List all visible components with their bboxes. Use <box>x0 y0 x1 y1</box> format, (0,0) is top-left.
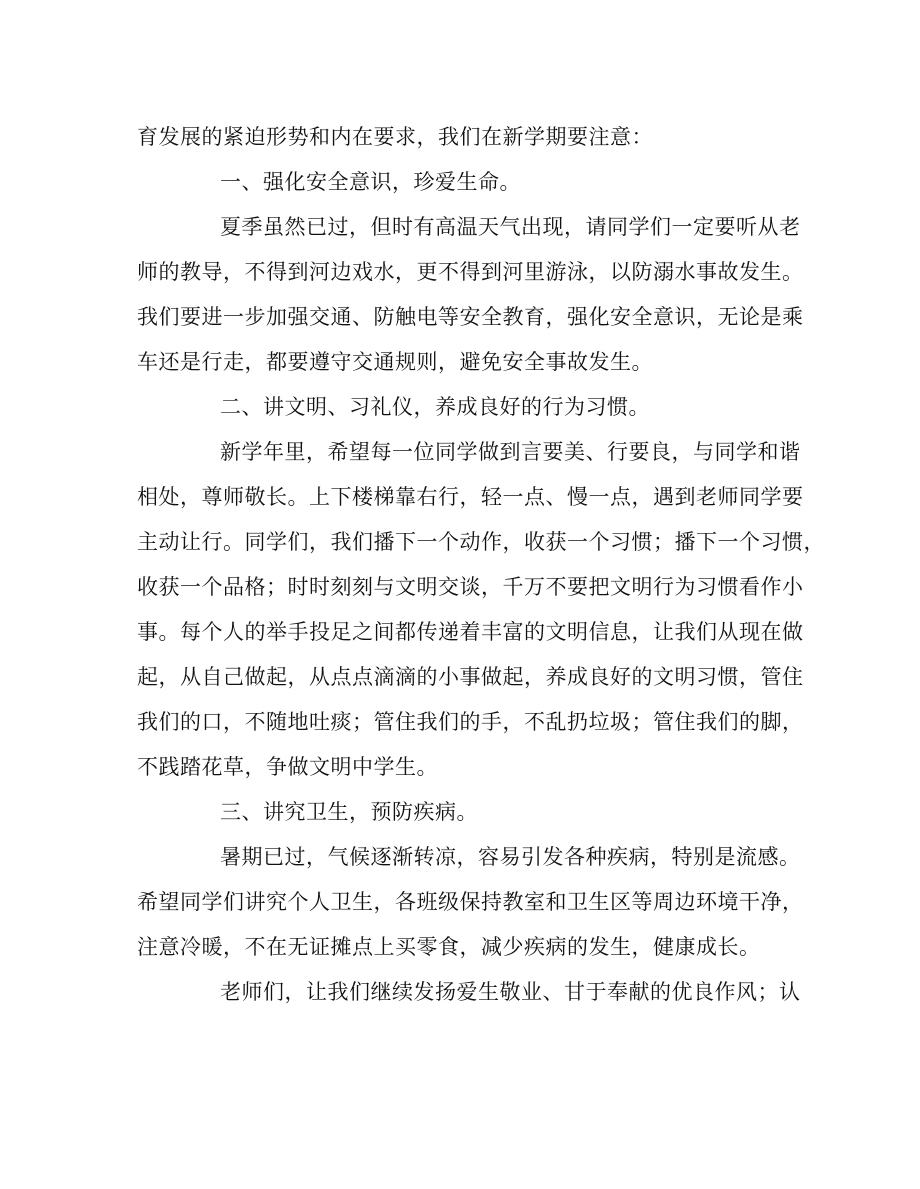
text-line: 起，从自己做起，从点点滴滴的小事做起，养成良好的文明习惯，管住 <box>137 665 804 689</box>
text-line: 师的教导，不得到河边戏水，更不得到河里游泳，以防溺水事故发生。 <box>137 260 804 284</box>
text-line: 相处，尊师敬长。上下楼梯靠右行，轻一点、慢一点，遇到老师同学要 <box>137 485 804 509</box>
text-line: 收获一个品格；时时刻刻与文明交谈，千万不要把文明行为习惯看作小 <box>137 575 804 599</box>
text-line: 事。每个人的举手投足之间都传递着丰富的文明信息，让我们从现在做 <box>137 620 804 644</box>
text-line: 注意冷暖，不在无证摊点上买零食，减少疾病的发生，健康成长。 <box>137 935 761 959</box>
text-line: 育发展的紧迫形势和内在要求，我们在新学期要注意： <box>137 125 653 149</box>
text-line: 新学年里，希望每一位同学做到言要美、行要良，与同学和谐 <box>220 440 801 464</box>
text-line: 不践踏花草，争做文明中学生。 <box>137 755 438 779</box>
section-heading-safety: 一、强化安全意识，珍爱生命。 <box>220 170 521 194</box>
section-heading-civility: 二、讲文明、习礼仪，养成良好的行为习惯。 <box>220 395 650 419</box>
text-line: 夏季虽然已过，但时有高温天气出现，请同学们一定要听从老 <box>220 215 801 239</box>
text-line: 暑期已过，气候逐渐转凉，容易引发各种疾病，特别是流感。 <box>220 845 801 869</box>
text-line: 主动让行。同学们，我们播下一个动作，收获一个习惯；播下一个习惯， <box>137 530 825 554</box>
text-line: 我们要进一步加强交通、防触电等安全教育，强化安全意识，无论是乘 <box>137 305 804 329</box>
text-line: 希望同学们讲究个人卫生，各班级保持教室和卫生区等周边环境干净， <box>137 890 804 914</box>
text-line: 车还是行走，都要遵守交通规则，避免安全事故发生。 <box>137 350 653 374</box>
text-line: 我们的口，不随地吐痰；管住我们的手，不乱扔垃圾；管住我们的脚， <box>137 710 804 734</box>
text-line: 老师们，让我们继续发扬爱生敬业、甘于奉献的优良作风；认 <box>220 980 801 1004</box>
section-heading-hygiene: 三、讲究卫生，预防疾病。 <box>220 800 478 824</box>
document-body <box>137 115 825 1015</box>
